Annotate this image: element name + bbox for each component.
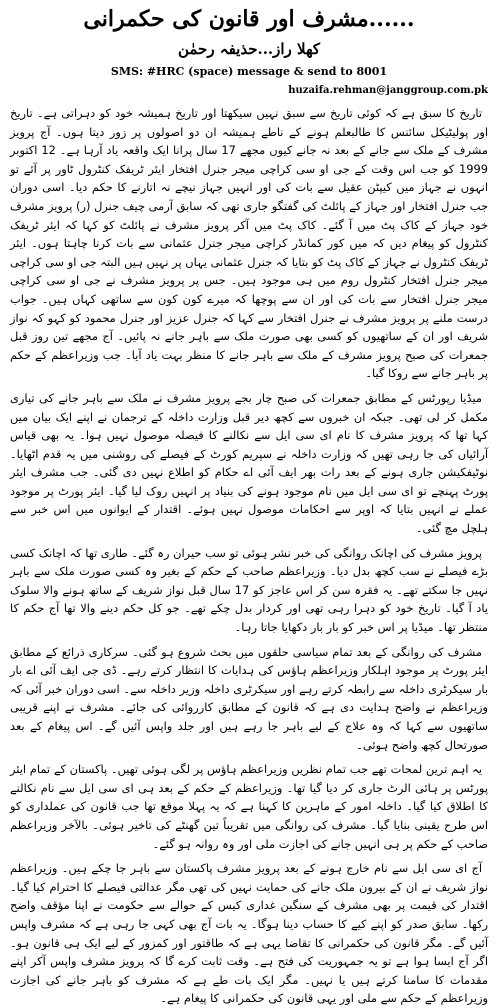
article-paragraph: یہ اہم ترین لمحات تھے جب تمام نظریں وزیراعظم ہاؤس پر لگی ہوئی تھیں۔ پاکستان کے تمام ایئر پورٹس پر ہائی الرٹ جاری کر دیا گیا تھا۔ وزیراعظم کے حکم کے بعد ہی ای سی ایل سے نام نکالنے کا اطلاق کیا گیا۔ داخلہ امور کے ماہرین کا کہنا ہے کہ یہ پہلا موقع تھا جب قانون کی عملداری کو اس طرح یقینی بنایا گیا۔ مشرف کی روانگی میں تقریباً تین گھنٹے کی تاخیر ہوئی۔ بالآخر وزیراعظم صاحب کے حکم پر ہی انہیں جانے کی اجازت ملی اور وہ روانہ ہو گئے۔ bbox=[10, 762, 488, 851]
article-title: مشرف اور قانون کی حکمرانی...... bbox=[83, 6, 415, 32]
article-paragraph: آج ای سی ایل سے نام خارج ہونے کے بعد پرویز مشرف پاکستان سے باہر جا چکے ہیں۔ وزیراعظم نواز شریف نے ان کے بیرون ملک جانے کی حمایت نہیں کی تھی مگر عدالتی فیصلے کا احترام کیا گیا۔ اقتدار کی قیمت پر بھی مشرف کے سنگین غداری کیس کے حوالے سے حکومت نے اپنا مؤقف واضح رکھا۔ سابق صدر کو اپنے کیے کا حساب دینا ہوگا۔ یہ بات آج بھی کہی جا رہی ہے کہ مشرف واپس آئیں گے۔ مگر قانون کی حکمرانی کا تقاضا یہی ہے کہ طاقتور اور کمزور کے لیے ایک ہی قانون ہو۔ اگر آج ایسا ہوا ہے تو یہ جمہوریت کی فتح ہے۔ وقت ثابت کرے گا کہ پرویز مشرف واپس آکر اپنے مقدمات کا سامنا کرتے ہیں یا نہیں۔ مگر ایک بات طے ہے کہ مشرف کو باہر جانے کی اجازت وزیراعظم کے حکم سے ملی اور یہی قانون کی حکمرانی کا پیغام ہے۔ bbox=[10, 861, 488, 1006]
article-body bbox=[0, 98, 498, 1006]
sms-line: SMS: #HRC (space) message & send to 8001 bbox=[110, 65, 388, 78]
article-paragraph: پرویز مشرف کی اچانک روانگی کی خبر نشر ہوئی تو سب حیران رہ گئے۔ طاری تھا کہ اچانک کسی بڑے فیصلے نے سب کچھ بدل دیا۔ وزیراعظم صاحب کے حکم کے بغیر وہ کسی صورت ملک سے باہر نہیں جا سکتے تھے۔ یہ فقرہ سن کر اس عاجز کو 17 سال قبل نواز شریف کے ساتھ ہونے والا سلوک یاد آ گیا۔ تاریخ خود کو دہرا رہی تھی اور کردار بدل چکے تھے۔ جو کل حکم دینے والا تھا آج حکم کا منتظر تھا۔ میڈیا پر اس خبر کو بار بار دکھایا جاتا رہا۔ bbox=[10, 545, 488, 635]
article-paragraph: میڈیا رپورٹس کے مطابق جمعرات کی صبح چار بجے پرویز مشرف نے ملک سے باہر جانے کی تیاری مکمل کر لی تھی۔ جبکہ ان خبروں سے کچھ دیر قبل وزارت داخلہ کے ترجمان نے اپنے ایک بیان میں کہا تھا کہ پرویز مشرف کا نام ای سی ایل سے نکالنے کا فیصلہ موصول نہیں ہوا۔ یہ بھی قیاس آرائیاں کی جا رہی تھیں کہ وزارت داخلہ نے سپریم کورٹ کے فیصلے کی روشنی میں یہ قدم اٹھایا۔ نوٹیفکیشن جاری ہونے کے بعد رات بھر ایف آئی اے حکام کو اطلاع نہیں دی گئی۔ جب مشرف ایئر پورٹ پہنچے تو ای سی ایل میں نام موجود ہونے کی بنیاد پر انہیں روک لیا گیا۔ ایئر پورٹ پر موجود عملے نے انہیں بتایا کہ اوپر سے احکامات موصول نہیں ہوئے۔ اقتدار کے ایوانوں میں اس خبر سے ہلچل مچ گئی۔ bbox=[10, 390, 488, 536]
author-line: کھلا راز...حذیفہ رحمٰن bbox=[177, 40, 321, 58]
author-email: huzaifa.rehman@janggroup.com.pk bbox=[288, 85, 488, 96]
article-paragraph: تاریخ کا سبق ہے کہ کوئی تاریخ سے سبق نہیں سیکھتا اور تاریخ ہمیشہ خود کو دہراتی ہے۔ تاریخ اور پولیٹیکل سائنس کا طالبعلم ہونے کے ناطے ہمیشہ ان دو اصولوں پر زور دیتا ہوں۔ آج پرویز مشرف کے ملک سے جانے کے بعد نہ جانے کیوں مجھے 17 سال پرانا ایک واقعہ یاد آرہا ہے۔ 12 اکتوبر 1999 کو جب اس وقت کے جی او سی کراچی میجر جنرل افتخار ایئر ٹریفک کنٹرول ٹاور پر آئے تو انہوں نے جہاز میں کیپٹن عقیل سے بات کی اور انہیں جہاز نیچے نہ اتارنے کا حکم دیا۔ اسی دوران جب جنرل افتخار اور جہاز کے پائلٹ کی گفتگو جاری تھی کہ سابق آرمی چیف جنرل (ر) پرویز مشرف خود جہاز کے کاک پٹ میں آ گئے۔ کاک پٹ میں آکر پرویز مشرف نے پائلٹ کو کہا کہ ایئر ٹریفک کنٹرول کو پیغام دیں کہ میں کور کمانڈر کراچی میجر جنرل عثمانی سے بات کرنا چاہتا ہوں۔ ایئر ٹریفک کنٹرول نے جہاز کے کاک پٹ کو بتایا کہ جنرل عثمانی یہاں پر نہیں ہیں البتہ جی او سی کراچی میجر جنرل افتخار کنٹرول روم میں ہی موجود ہیں۔ جس پر پرویز مشرف نے جی او سی کراچی میجر جنرل افتخار سے بات کی اور ان سے پوچھا کہ میرے کون کون سے ساتھی کہاں ہیں۔ جواب درست ملنے پر پرویز مشرف نے جنرل افتخار سے کہا کہ جنرل عزیز اور جنرل محمود کو کہو کہ نواز شریف اور ان کے ساتھیوں کو کسی بھی صورت ملک سے باہر جانے نہ پائیں۔ آج مجھے تین روز قبل جمعرات کی صبح پرویز مشرف کے ملک سے باہر جانے کا منظر بہت یاد آیا۔ جب وزیراعظم کے حکم پر باہر جانے سے روکا گیا۔ bbox=[10, 106, 488, 381]
article-paragraph: مشرف کی روانگی کے بعد تمام سیاسی حلقوں میں بحث شروع ہو گئی۔ سرکاری ذرائع کے مطابق ایئر پورٹ پر موجود اہلکار وزیراعظم ہاؤس کی ہدایات کا انتظار کرتے رہے۔ ڈی جی ایف آئی اے بار بار سیکرٹری داخلہ سے رابطہ کرتے رہے اور سیکرٹری داخلہ وزیر داخلہ سے۔ اسی دوران خبر آئی کہ وزیراعظم نے واضح ہدایت دی ہے کہ قانون کے مطابق کارروائی کی جائے۔ مشرف نے اپنے قریبی ساتھیوں سے کہا کہ وہ علاج کے لیے باہر جا رہے ہیں اور جلد واپس آئیں گے۔ اس پیغام کے بعد صورتحال کچھ واضح ہوئی۔ bbox=[10, 644, 488, 752]
article-page bbox=[0, 4, 498, 1006]
